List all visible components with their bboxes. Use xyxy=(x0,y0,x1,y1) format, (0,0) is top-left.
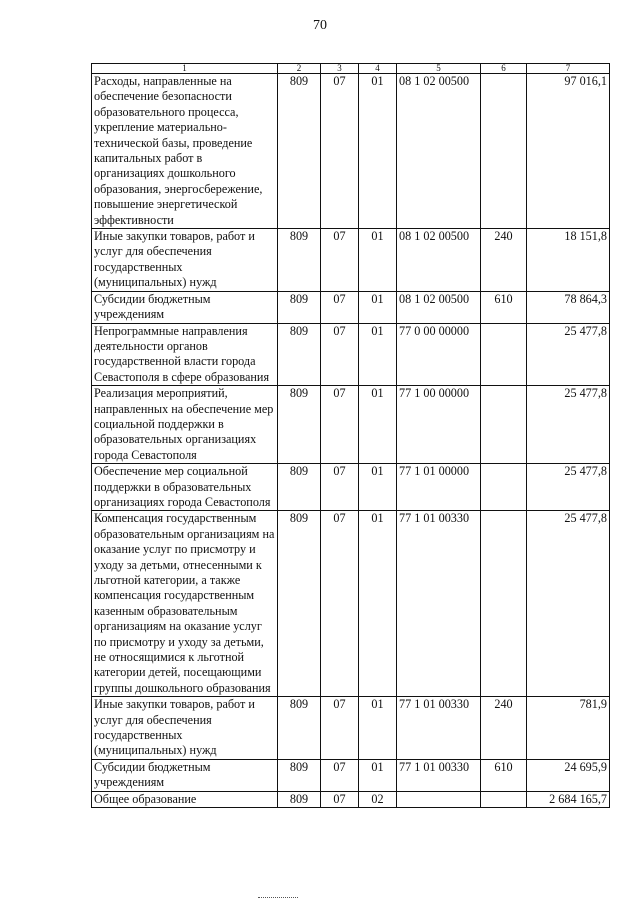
expense-type-code xyxy=(481,464,527,511)
table-row xyxy=(92,74,610,229)
table-row xyxy=(92,291,610,323)
expense-type-code xyxy=(481,511,527,697)
target-article-code: 77 1 00 00000 xyxy=(397,386,481,464)
column-number: 1 xyxy=(92,64,278,74)
subsection-code: 01 xyxy=(359,74,397,229)
ministry-code: 809 xyxy=(278,697,321,760)
section-code: 07 xyxy=(321,291,359,323)
table-row xyxy=(92,464,610,511)
amount: 25 477,8 xyxy=(527,511,610,697)
target-article-code: 77 0 00 00000 xyxy=(397,323,481,386)
ministry-code: 809 xyxy=(278,511,321,697)
section-code: 07 xyxy=(321,464,359,511)
ministry-code: 809 xyxy=(278,386,321,464)
subsection-code: 01 xyxy=(359,291,397,323)
subsection-code: 01 xyxy=(359,323,397,386)
ministry-code: 809 xyxy=(278,323,321,386)
column-number-row xyxy=(92,64,610,74)
section-code: 07 xyxy=(321,229,359,292)
expense-name: Непрограммные направления деятельности органов государственной власти города Севастополя в сфере образования xyxy=(92,323,278,386)
column-number: 6 xyxy=(481,64,527,74)
amount: 25 477,8 xyxy=(527,386,610,464)
amount: 2 684 165,7 xyxy=(527,791,610,807)
page-number: 70 xyxy=(313,18,327,33)
expense-type-code xyxy=(481,791,527,807)
target-article-code: 08 1 02 00500 xyxy=(397,291,481,323)
expense-type-code: 240 xyxy=(481,229,527,292)
expense-type-code: 610 xyxy=(481,291,527,323)
table-row xyxy=(92,229,610,292)
table-row xyxy=(92,697,610,760)
target-article-code: 77 1 01 00000 xyxy=(397,464,481,511)
column-number: 3 xyxy=(321,64,359,74)
target-article-code: 77 1 01 00330 xyxy=(397,759,481,791)
ministry-code: 809 xyxy=(278,464,321,511)
section-code: 07 xyxy=(321,386,359,464)
expense-name: Компенсация государственным образовательным организациям на оказание услуг по присмотру и уходу за детьми, отнесенными к льготной категории, а также компенсация государственным казенным образовательным организациям на оказание услуг по присмотру и уходу за детьми, не относящимися к льготной категории детей, посещающими группы дошкольного образования xyxy=(92,511,278,697)
expense-type-code: 610 xyxy=(481,759,527,791)
ministry-code: 809 xyxy=(278,791,321,807)
section-code: 07 xyxy=(321,74,359,229)
expense-name: Реализация мероприятий, направленных на обеспечение мер социальной поддержки в образовательных организациях города Севастополя xyxy=(92,386,278,464)
section-code: 07 xyxy=(321,759,359,791)
scan-artifact-line xyxy=(258,897,298,902)
subsection-code: 01 xyxy=(359,464,397,511)
column-number: 2 xyxy=(278,64,321,74)
expense-type-code xyxy=(481,386,527,464)
subsection-code: 01 xyxy=(359,759,397,791)
amount: 97 016,1 xyxy=(527,74,610,229)
expense-type-code: 240 xyxy=(481,697,527,760)
expense-name: Субсидии бюджетным учреждениям xyxy=(92,759,278,791)
table-row xyxy=(92,759,610,791)
expense-type-code xyxy=(481,74,527,229)
amount: 24 695,9 xyxy=(527,759,610,791)
amount: 78 864,3 xyxy=(527,291,610,323)
target-article-code: 08 1 02 00500 xyxy=(397,74,481,229)
expense-name: Обеспечение мер социальной поддержки в образовательных организациях города Севастополя xyxy=(92,464,278,511)
amount: 25 477,8 xyxy=(527,323,610,386)
expense-type-code xyxy=(481,323,527,386)
table-row xyxy=(92,323,610,386)
subsection-code: 01 xyxy=(359,229,397,292)
budget-table xyxy=(91,63,610,808)
subsection-code: 01 xyxy=(359,511,397,697)
table-row xyxy=(92,791,610,807)
ministry-code: 809 xyxy=(278,759,321,791)
subsection-code: 01 xyxy=(359,386,397,464)
ministry-code: 809 xyxy=(278,74,321,229)
subsection-code: 02 xyxy=(359,791,397,807)
target-article-code xyxy=(397,791,481,807)
ministry-code: 809 xyxy=(278,291,321,323)
column-number: 4 xyxy=(359,64,397,74)
expense-name: Расходы, направленные на обеспечение безопасности образовательного процесса, укрепление материально-технической базы, проведение капитальных работ в организациях дошкольного образования, энергосбережение, повышение энергетической эффективности xyxy=(92,74,278,229)
amount: 25 477,8 xyxy=(527,464,610,511)
expense-name: Общее образование xyxy=(92,791,278,807)
section-code: 07 xyxy=(321,791,359,807)
amount: 18 151,8 xyxy=(527,229,610,292)
expense-name: Субсидии бюджетным учреждениям xyxy=(92,291,278,323)
section-code: 07 xyxy=(321,323,359,386)
table-row xyxy=(92,511,610,697)
subsection-code: 01 xyxy=(359,697,397,760)
column-number: 5 xyxy=(397,64,481,74)
column-number: 7 xyxy=(527,64,610,74)
target-article-code: 08 1 02 00500 xyxy=(397,229,481,292)
section-code: 07 xyxy=(321,697,359,760)
expense-name: Иные закупки товаров, работ и услуг для обеспечения государственных (муниципальных) нужд xyxy=(92,697,278,760)
section-code: 07 xyxy=(321,511,359,697)
target-article-code: 77 1 01 00330 xyxy=(397,511,481,697)
ministry-code: 809 xyxy=(278,229,321,292)
target-article-code: 77 1 01 00330 xyxy=(397,697,481,760)
amount: 781,9 xyxy=(527,697,610,760)
table-row xyxy=(92,386,610,464)
expense-name: Иные закупки товаров, работ и услуг для обеспечения государственных (муниципальных) нужд xyxy=(92,229,278,292)
